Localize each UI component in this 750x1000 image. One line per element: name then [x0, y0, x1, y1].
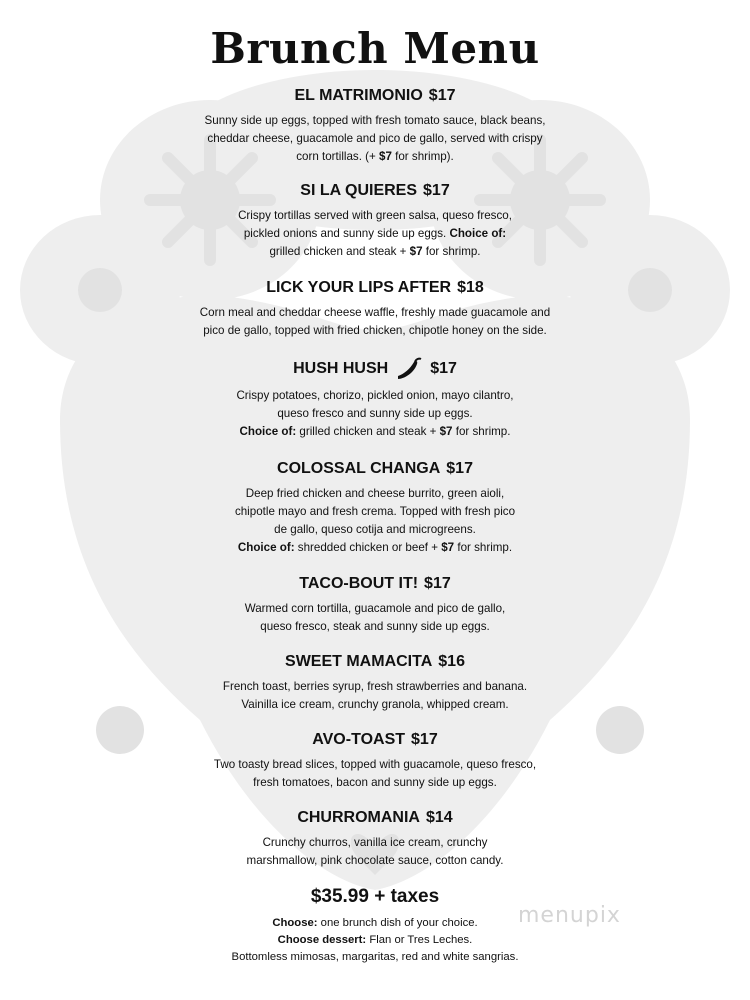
menu-item-price: $14: [425, 809, 453, 826]
menu-item: [0, 357, 750, 441]
menu-item-name: TACO-BOUT IT!: [299, 575, 419, 592]
menu-item-name: HUSH HUSH: [293, 360, 389, 377]
menu-item-description-line: cheddar cheese, guacamole and pico de gallo, served with crispy: [207, 132, 543, 145]
menu-item-price: $17: [423, 182, 450, 199]
menu-item-price: $17: [430, 360, 457, 377]
menu-item-description-line: fresh tomatoes, bacon and sunny side up eggs.: [253, 776, 497, 789]
menu-items: [0, 86, 750, 870]
menu-item-description-line: chipotle mayo and fresh crema. Topped with fresh pico: [234, 505, 516, 518]
menu-item-description-line: Warmed corn tortilla, guacamole and pico de gallo,: [244, 602, 506, 615]
menu-item-title: [0, 86, 750, 106]
chili-pepper-icon: [394, 357, 424, 381]
menu-item-title: [0, 459, 750, 479]
menu-item-price: $17: [424, 575, 451, 592]
menu-item-description-line: queso fresco and sunny side up eggs.: [277, 407, 473, 420]
menu-item-title: [0, 652, 750, 672]
menu-item: [0, 278, 750, 340]
menu-item-title: [0, 357, 750, 381]
menu-item-price: $17: [446, 460, 473, 477]
menu-item: [0, 808, 750, 870]
menu-item-description-line: pickled onions and sunny side up eggs. Choice of:: [243, 227, 507, 240]
menu-item-title: [0, 808, 750, 828]
menu-item-description-line: French toast, berries syrup, fresh strawberries and banana.: [222, 680, 528, 693]
menu-item-description-line: Sunny side up eggs, topped with fresh tomato sauce, black beans,: [204, 114, 546, 127]
menu-item-description-line: Choice of: shredded chicken or beef + $7 for shrimp.: [237, 541, 513, 554]
menu-item-description-line: Two toasty bread slices, topped with guacamole, queso fresco,: [213, 758, 537, 771]
menu-item: [0, 459, 750, 557]
menu-item-title: [0, 181, 750, 201]
menu-item-description-line: corn tortillas. (+ $7 for shrimp).: [296, 150, 454, 163]
menu-item-name: AVO-TOAST: [312, 731, 406, 748]
menu-item-price: $18: [457, 279, 484, 296]
bundle-condition-line: Choose dessert: Flan or Tres Leches.: [277, 934, 473, 946]
menu-item-description-line: marshmallow, pink chocolate sauce, cotton candy.: [246, 854, 504, 867]
menu-item-description-line: Deep fried chicken and cheese burrito, green aioli,: [245, 487, 505, 500]
bundle-offer: [0, 885, 750, 966]
menu-item: [0, 652, 750, 714]
bundle-condition-line: Bottomless mimosas, margaritas, red and white sangrias.: [231, 951, 519, 963]
menu-item-description-line: Choice of: grilled chicken and steak + $7 for shrimp.: [239, 425, 511, 438]
watermark-logo: menupix: [518, 903, 621, 928]
menu-item-title: [0, 278, 750, 298]
menu-item-description-line: queso fresco, steak and sunny side up eggs.: [260, 620, 490, 633]
bundle-conditions: [0, 915, 750, 966]
menu-item-name: SWEET MAMACITA: [285, 653, 433, 670]
menu-item-description-line: de gallo, queso cotija and microgreens.: [274, 523, 476, 536]
menu-item-description-line: pico de gallo, topped with fried chicken, chipotle honey on the side.: [203, 324, 547, 337]
menu-item-description-line: Crunchy churros, vanilla ice cream, crunchy: [262, 836, 488, 849]
menu-item-name: EL MATRIMONIO: [294, 87, 423, 104]
menu-item: [0, 574, 750, 636]
bundle-price: $35.99 + taxes: [310, 886, 440, 907]
menu-item-price: $17: [411, 731, 438, 748]
menu-item-description-line: Crispy potatoes, chorizo, pickled onion, mayo cilantro,: [236, 389, 514, 402]
menu-item-price: $16: [438, 653, 465, 670]
menu-item-title: [0, 730, 750, 750]
menu-item-price: $17: [428, 87, 456, 104]
bundle-condition-line: Choose: one brunch dish of your choice.: [272, 917, 478, 929]
menu-title: Brunch Menu: [210, 24, 540, 73]
menu-item-description-line: Vainilla ice cream, crunchy granola, whipped cream.: [241, 698, 509, 711]
menu-item-name: COLOSSAL CHANGA: [277, 460, 441, 477]
menu-item: [0, 181, 750, 261]
menu-item-description-line: Corn meal and cheddar cheese waffle, freshly made guacamole and: [199, 306, 551, 319]
menu-item-description-line: grilled chicken and steak + $7 for shrimp.: [269, 245, 481, 258]
menu-item-name: LICK YOUR LIPS AFTER: [266, 279, 452, 296]
menu-item-name: SI LA QUIERES: [300, 182, 418, 199]
menu-item-description-line: Crispy tortillas served with green salsa, queso fresco,: [238, 209, 512, 222]
menu-item-title: [0, 574, 750, 594]
menu-item-name: CHURROMANIA: [297, 809, 420, 826]
menu-item: [0, 730, 750, 792]
menu-item: [0, 86, 750, 166]
